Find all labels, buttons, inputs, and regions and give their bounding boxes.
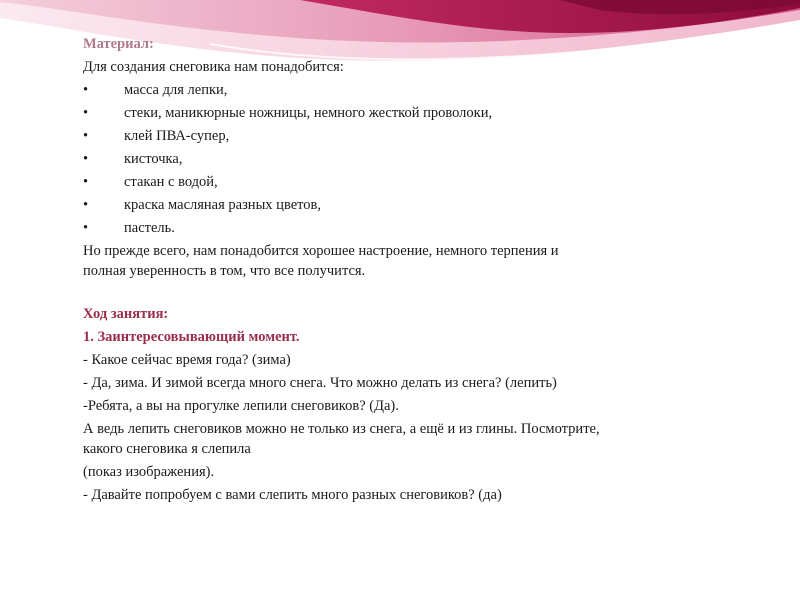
slide-content [83,34,703,508]
list-item [83,195,703,215]
list-item-text: пастель. [124,220,175,236]
lesson-subheading: 1. Заинтересовывающий момент. [83,329,300,345]
list-item-text: стакан с водой, [124,174,218,190]
note-line: полная уверенность в том, что все получится. [83,263,366,279]
list-item [83,80,703,100]
list-item [83,218,703,238]
spacer [83,284,703,304]
list-item-text: масса для лепки, [124,82,228,98]
bullet-icon: • [83,82,89,98]
list-item-text: клей ПВА-супер, [124,128,230,144]
lesson-heading: Ход занятия: [83,306,169,322]
list-item [83,149,703,169]
materials-note [83,241,703,281]
dialogue-line: - Да, зима. И зимой всегда много снега. Что можно делать из снега? (лепить) [83,375,557,391]
bullet-icon: • [83,197,89,213]
materials-intro: Для создания снеговика нам понадобится: [83,59,344,75]
materials-list [83,80,703,238]
note-line: Но прежде всего, нам понадобится хорошее настроение, немного терпения и [83,243,559,259]
list-item-text: стеки, маникюрные ножницы, немного жесткой проволоки, [124,105,493,121]
dialogue-line: -Ребята, а вы на прогулке лепили снеговиков? (Да). [83,398,399,414]
bullet-icon: • [83,128,89,144]
dialogue-line: - Какое сейчас время года? (зима) [83,352,291,368]
list-item [83,103,703,123]
dialogue-line: (показ изображения). [83,464,215,480]
dialogue-line: - Давайте попробуем с вами слепить много разных снеговиков? (да) [83,487,502,503]
list-item-text: кисточка, [124,151,183,167]
list-item [83,172,703,192]
bullet-icon: • [83,151,89,167]
materials-heading: Материал: [83,36,154,52]
bullet-icon: • [83,174,89,190]
dialogue-line: А ведь лепить снеговиков можно не только из снега, а ещё и из глины. Посмотрите, [83,421,600,437]
bullet-icon: • [83,220,89,236]
dialogue-line: какого снеговика я слепила [83,441,251,457]
list-item [83,126,703,146]
bullet-icon: • [83,105,89,121]
list-item-text: краска масляная разных цветов, [124,197,322,213]
